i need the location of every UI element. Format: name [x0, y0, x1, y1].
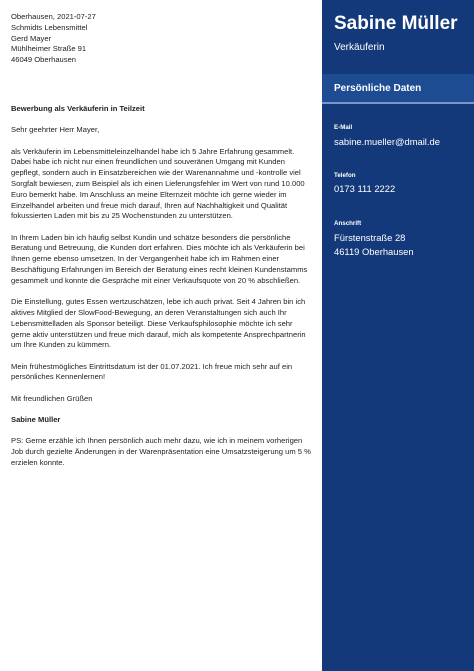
applicant-role: Verkäuferin [334, 42, 385, 53]
paragraph-4: Mein frühestmögliches Eintrittsdatum ist der 01.07.2021. Ich freue mich sehr auf ein persönliches Kennenlernen! [11, 361, 293, 382]
letter-subject: Bewerbung als Verkäuferin in Teilzeit [11, 103, 145, 113]
phone-value: 0173 111 2222 [334, 183, 396, 194]
recipient-address [11, 23, 313, 66]
address-city: 46119 Oberhausen [334, 246, 414, 257]
paragraph-2: In Ihrem Laden bin ich häufig selbst Kundin und schätze besonders die persönliche Beratung und Betreuung, die Kunden dort erfahren. Dies möchte ich als Verkäuferin bei Ihnen gerne ebenso umsetzen. In der Vergangenheit habe ich im Rahmen einer Beschäftigung Erfahrungen im Bereich der Beratung eines recht kleinen Kundenstamms gesammelt und konnte die Gespräche mit einer Verkaufsquote von 20 % abschließen. [11, 232, 308, 285]
signature-name: Sabine Müller [11, 415, 61, 425]
applicant-name: Sabine Müller [334, 13, 458, 34]
phone-label: Telefon [334, 172, 356, 179]
salutation: Sehr geehrter Herr Mayer, [11, 125, 100, 135]
closing: Mit freundlichen Grüßen [11, 393, 93, 403]
section-header-band [322, 74, 474, 102]
place-date: Oberhausen, 2021-07-27 [11, 12, 96, 21]
recipient-city: 46049 Oberhausen [11, 55, 77, 65]
paragraph-1: als Verkäuferin im Lebensmitteleinzelhandel habe ich 5 Jahre Erfahrung gesammelt. Dabei habe ich nicht nur einen freundlichen und souveränen Umgang mit Kunden gepflegt, sondern auch in Einsatzbereichen wie der Warenannahme und -kontrolle viel Sorgfalt bewiesen, zum Beispiel als ich einen Lieferungsfehler im Wert von rund 10.000 Euro bemerkt habe. Im Anschluss an meine Elternzeit möchte ich gerne wieder im Einzelhandel arbeiten und freue mich darauf, Ihren auf Nachhaltigkeit und Qualität fokussierten Laden mit bis zu 25 Wochenstunden zu unterstützen. [11, 146, 305, 221]
address-street: Fürstenstraße 28 [334, 232, 406, 243]
address-label: Anschrift [334, 220, 362, 227]
section-divider [322, 102, 474, 104]
postscript: PS: Gerne erzähle ich Ihnen persönlich auch mehr dazu, wie ich in meinem vorherigen Job durch gezielte Änderungen in der Warenpräsentation eine Umsatzsteigerung um 5 % erzielen konnte. [11, 436, 311, 467]
paragraph-3: Die Einstellung, gutes Essen wertzuschätzen, lebe ich auch privat. Seit 4 Jahren bin ich aktives Mitglied der SlowFood-Bewegung, an deren Veranstaltungen sich auch Ihr Lebensmittelladen als Sponsor beteiligt. Diese Verkaufsphilosophie möchte ich sehr gerne aktiv unterstützen und freue mich darauf, mich als kompetente Ansprechpartnerin um Ihre Kunden zu kümmern. [11, 297, 306, 350]
letter-body [11, 12, 313, 469]
email-value: sabine.mueller@dmail.de [334, 136, 440, 147]
section-title: Persönliche Daten [334, 83, 422, 94]
sidebar [322, 0, 474, 671]
recipient-street: Mühlheimer Straße 91 [11, 44, 87, 54]
email-label: E-Mail [334, 124, 353, 131]
recipient-company: Schmidts Lebensmittel [11, 22, 88, 32]
recipient-person: Gerd Mayer [11, 33, 52, 43]
